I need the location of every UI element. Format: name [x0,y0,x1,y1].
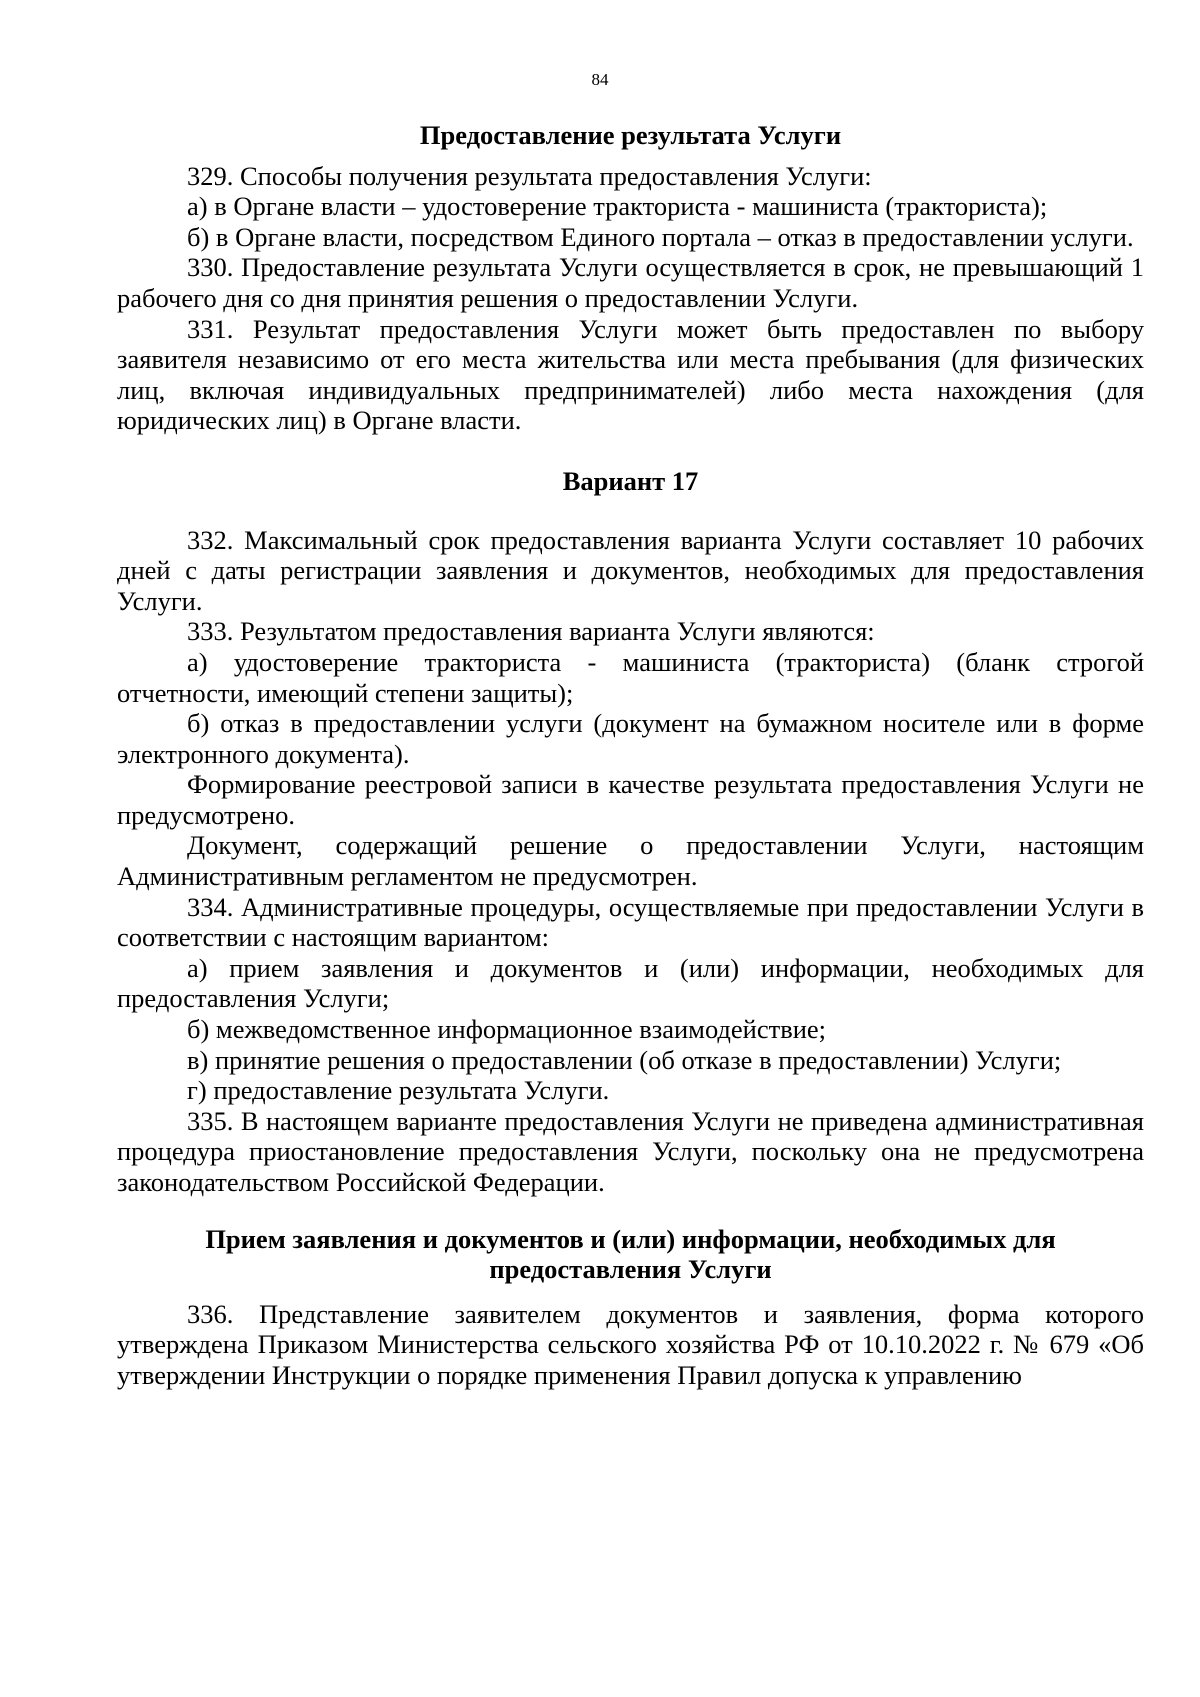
paragraph: б) отказ в предоставлении услуги (документ на бумажном носителе или в форме электронного документа). [117,708,1144,769]
paragraph: а) прием заявления и документов и (или) информации, необходимых для предоставления Услуги; [117,952,1144,1014]
paragraph: 336. Представление заявителем документов и заявления, форма которого утверждена Приказом Министерства сельского хозяйства РФ от 10.10.2022 г. № 679 «Об утверждении Инструкции о порядке применения Правил допуска к управлению [117,1298,1144,1390]
paragraph: 335. В настоящем варианте предоставления Услуги не приведена административная процедура приостановление предоставления Услуги, поскольку она не предусмотрена законодательством Российской Федерации. [117,1105,1144,1197]
page-number: 84 [591,70,609,89]
paragraph: а) в Органе власти – удостоверение тракториста - машиниста (тракториста); [187,191,1048,222]
section-body [117,525,1144,1198]
paragraph: 329. Способы получения результата предоставления Услуги: [187,160,872,191]
document-body [117,120,1144,1391]
paragraph: а) удостоверение тракториста - машиниста (тракториста) (бланк строгой отчетности, имеющий степени защиты); [117,646,1144,708]
section-body [117,1299,1144,1391]
paragraph: г) предоставление результата Услуги. [187,1075,610,1106]
section-body [117,161,1144,436]
paragraph: Формирование реестровой записи в качестве результата предоставления Услуги не предусмотрено. [117,769,1144,830]
section-heading: Прием заявления и документов и (или) информации, необходимых для предоставления Услуги [205,1223,1056,1285]
paragraph: 331. Результат предоставления Услуги может быть предоставлен по выбору заявителя независимо от его места жительства или места пребывания (для физических лиц, включая индивидуальных предпринимателей) либо места нахождения (для юридических лиц) в Органе власти. [117,313,1144,436]
section-heading: Вариант 17 [562,465,699,496]
paragraph: б) межведомственное информационное взаимодействие; [187,1014,827,1045]
paragraph: б) в Органе власти, посредством Единого портала – отказ в предоставлении услуги. [187,221,1134,252]
paragraph: 333. Результатом предоставления варианта Услуги являются: [187,616,875,647]
section-heading: Предоставление результата Услуги [419,120,842,150]
paragraph: 330. Предоставление результата Услуги осуществляется в срок, не превышающий 1 рабочего дня со дня принятия решения о предоставлении Услуги. [117,252,1144,313]
paragraph: 334. Административные процедуры, осуществляемые при предоставлении Услуги в соответствии с настоящим вариантом: [117,891,1144,953]
paragraph: Документ, содержащий решение о предоставлении Услуги, настоящим Административным регламентом не предусмотрен. [117,830,1144,892]
paragraph: в) принятие решения о предоставлении (об отказе в предоставлении) Услуги; [187,1044,1062,1075]
paragraph: 332. Максимальный срок предоставления варианта Услуги составляет 10 рабочих дней с даты регистрации заявления и документов, необходимых для предоставления Услуги. [117,524,1144,616]
